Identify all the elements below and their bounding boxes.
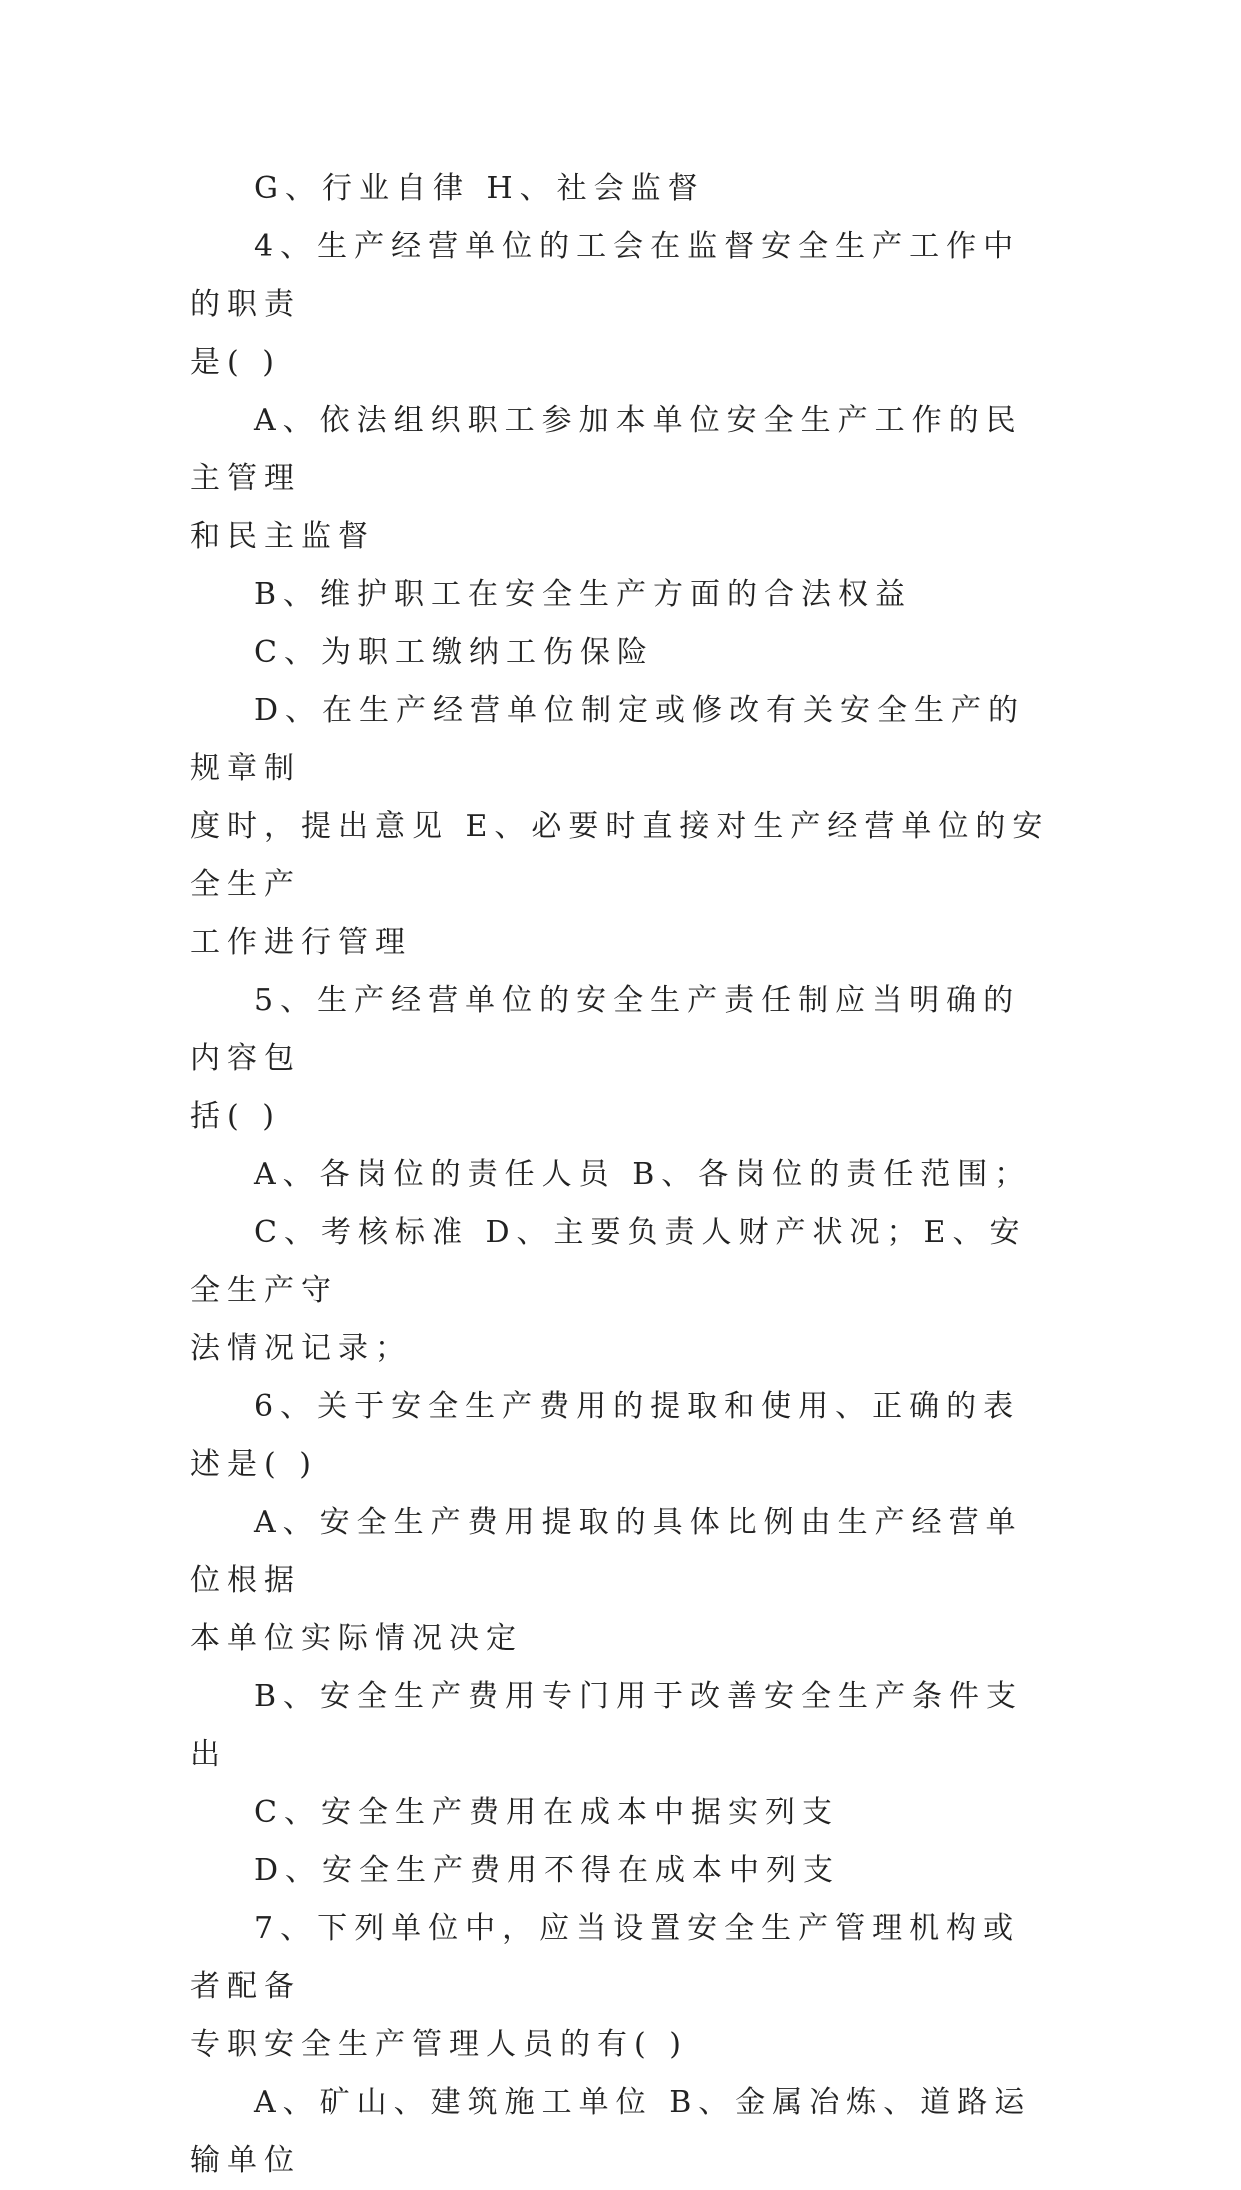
question-5-line-1: 5、生产经营单位的安全生产责任制应当明确的内容包 — [190, 983, 1021, 1076]
question-5-option-c-d-e-line-2: 法情况记录； — [190, 1331, 412, 1366]
question-6-line: 6、关于安全生产费用的提取和使用、正确的表述是( ) — [190, 1389, 1021, 1482]
question-7-line-2: 专职安全生产管理人员的有( ) — [190, 2027, 688, 2062]
question-5-option-a-b: A、各岗位的责任人员 B、各岗位的责任范围； — [254, 1157, 1032, 1192]
question-5-line-2: 括( ) — [190, 1099, 281, 1134]
question-6-option-b: B、安全生产费用专门用于改善安全生产条件支出 — [190, 1679, 1024, 1772]
question-4-option-c: C、为职工缴纳工伤保险 — [254, 635, 654, 670]
question-6-option-c: C、安全生产费用在成本中据实列支 — [254, 1795, 839, 1830]
question-4-option-d-line-1: D、在生产经营单位制定或修改有关安全生产的规章制 — [190, 693, 1026, 786]
question-7-line-1: 7、下列单位中，应当设置安全生产管理机构或者配备 — [190, 1911, 1021, 2004]
question-4-option-a-line-2: 和民主监督 — [190, 519, 375, 554]
option-g-h-line: G、行业自律 H、社会监督 — [254, 171, 705, 206]
question-5-option-c-d-e-line-1: C、考核标准 D、主要负责人财产状况；E、安全生产守 — [190, 1215, 1027, 1308]
document-body — [190, 160, 1050, 2190]
question-4-option-d-line-2: 度时，提出意见 E、必要时直接对生产经营单位的安全生产 — [190, 809, 1050, 902]
question-4-line-1: 4、生产经营单位的工会在监督安全生产工作中的职责 — [190, 229, 1021, 322]
question-4-line-2: 是( ) — [190, 345, 281, 380]
question-4-option-a-line-1: A、依法组织职工参加本单位安全生产工作的民主管理 — [190, 403, 1023, 496]
question-6-option-a-line-2: 本单位实际情况决定 — [190, 1621, 523, 1656]
question-7-option-a-b: A、矿山、建筑施工单位 B、金属冶炼、道路运输单位 — [190, 2085, 1032, 2178]
question-6-option-a-line-1: A、安全生产费用提取的具体比例由生产经营单位根据 — [190, 1505, 1023, 1598]
question-4-option-b: B、维护职工在安全生产方面的合法权益 — [254, 577, 913, 612]
question-6-option-d: D、安全生产费用不得在成本中列支 — [254, 1853, 841, 1888]
question-4-option-e-line: 工作进行管理 — [190, 925, 412, 960]
